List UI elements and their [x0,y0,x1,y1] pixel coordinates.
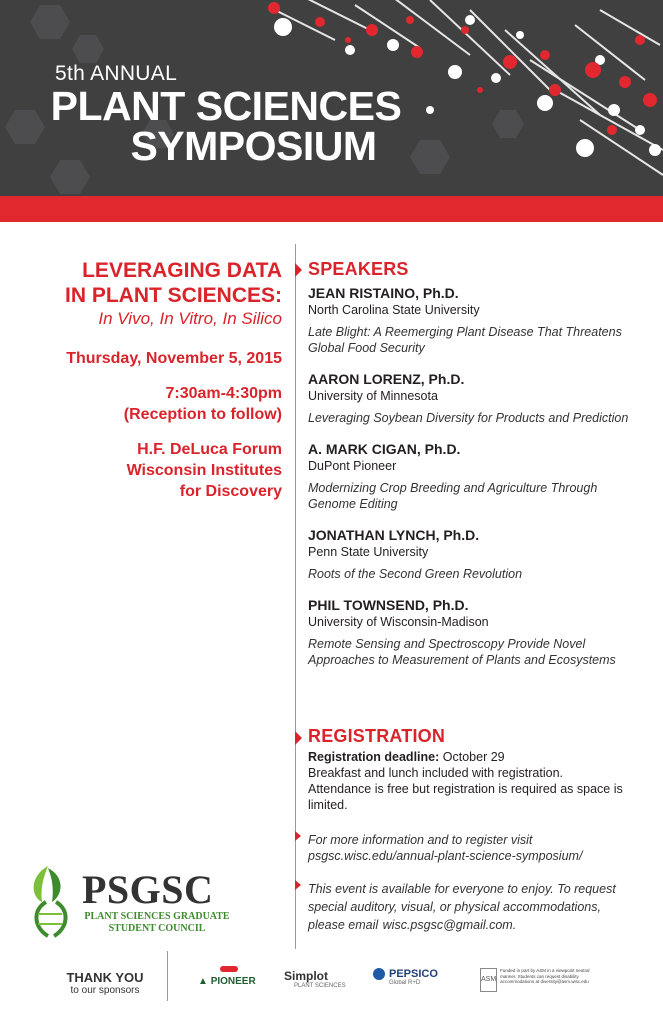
info-arrow-icon [295,831,301,841]
simplot-logo [284,969,346,989]
thanks-title: THANK YOU [66,970,144,985]
speaker-institution: North Carolina State University [308,303,480,317]
theme-subtitle: In Vivo, In Vitro, In Silico [98,309,282,328]
speakers-arrow-icon [295,263,302,277]
venue-line-3: for Discovery [179,483,282,500]
pioneer-name: PIONEER [210,976,256,987]
red-accent-bar [0,196,663,222]
registration-heading: REGISTRATION [308,726,446,746]
speaker-talk: Late Blight: A Reemerging Plant Disease That Threatens Global Food Security [308,325,622,355]
event-details [40,258,282,502]
speaker-name: PHIL TOWNSEND, Ph.D. [308,597,469,613]
speakers-section [308,259,638,668]
access-text: This event is available for everyone to enjoy. To request special auditory, visual, or physical accommodations, please email [308,882,616,932]
page-title [46,83,406,169]
access-arrow-icon [295,880,301,890]
pioneer-logo [198,966,256,987]
event-venue [40,439,282,502]
speaker-talk: Leveraging Soybean Diversity for Products and Prediction [308,411,629,425]
speaker-talk: Remote Sensing and Spectroscopy Provide Novel Approaches to Measurement of Plants and Ecosystems [308,637,616,667]
speakers-heading: SPEAKERS [308,259,409,279]
speaker-name: AARON LORENZ, Ph.D. [308,371,465,387]
psgsc-logo-text: PSGSC [82,867,214,912]
pepsico-logo [373,968,438,986]
psgsc-line-1: PLANT SCIENCES GRADUATE [84,911,230,922]
simplot-sub: PLANT SCIENCES [294,983,346,989]
speaker-institution: Penn State University [308,545,429,559]
title-line-2: SYMPOSIUM [130,123,377,169]
speaker-item [308,597,638,668]
column-divider [295,244,296,949]
pioneer-icon: ▲ [198,976,208,987]
speaker-institution: DuPont Pioneer [308,459,397,473]
access-note [308,880,638,934]
footer-divider [167,951,168,1001]
annual-label: 5th ANNUAL [55,62,178,85]
speaker-talk: Modernizing Crop Breeding and Agriculture Through Genome Editing [308,481,598,511]
info-text: For more information and to register visit [308,833,533,847]
pepsico-name: PEPSICO [389,968,438,980]
deadline-value: October 29 [442,750,505,764]
venue-line-2: Wisconsin Institutes [126,462,282,479]
venue-line-1: H.F. DeLuca Forum [137,441,282,458]
pepsico-globe-icon [373,968,385,980]
event-reception: (Reception to follow) [123,406,282,423]
header-banner [0,0,663,196]
registration-arrow-icon [295,731,302,745]
info-url-link[interactable]: psgsc.wisc.edu/annual-plant-science-symposium/ [308,849,583,863]
registration-section [308,726,638,813]
sponsor-thanks [63,970,147,996]
event-time [40,383,282,425]
theme-line-1: LEVERAGING DATA [82,259,282,282]
asm-funding-note: Funded in part by ASM in a viewpoint neutral manner. Students can request disability accommodations at diversity@asm.wisc.edu [500,968,590,984]
speaker-item [308,371,638,426]
deadline-label: Registration deadline: [308,750,440,764]
speaker-talk: Roots of the Second Green Revolution [308,567,523,581]
speaker-institution: University of Minnesota [308,389,438,403]
info-note [308,832,638,864]
speaker-name: A. MARK CIGAN, Ph.D. [308,441,461,457]
registration-deadline [308,749,638,765]
asm-logo [480,968,590,992]
pepsico-sub: Global R+D [389,980,421,986]
theme-line-2: IN PLANT SCIENCES: [64,284,282,307]
event-date: Thursday, November 5, 2015 [66,350,282,367]
speaker-institution: University of Wisconsin-Madison [308,615,489,629]
thanks-subtitle: to our sponsors [70,985,140,996]
speaker-item [308,527,638,582]
title-line-1: PLANT SCIENCES [50,83,402,129]
event-hours: 7:30am-4:30pm [165,385,282,402]
psgsc-line-2: STUDENT COUNCIL [108,923,206,934]
asm-emblem-icon: ASM [480,968,497,992]
psgsc-full-name [82,911,232,935]
speaker-name: JEAN RISTAINO, Ph.D. [308,285,459,301]
access-email-link[interactable]: wisc.psgsc@gmail.com. [382,918,517,932]
speaker-item [308,285,638,356]
speaker-item [308,441,638,512]
registration-meals: Breakfast and lunch included with registration. [308,766,564,780]
registration-attendance: Attendance is free but registration is required as space is limited. [308,782,623,812]
simplot-name: Simplot [284,969,328,983]
speaker-name: JONATHAN LYNCH, Ph.D. [308,527,480,543]
